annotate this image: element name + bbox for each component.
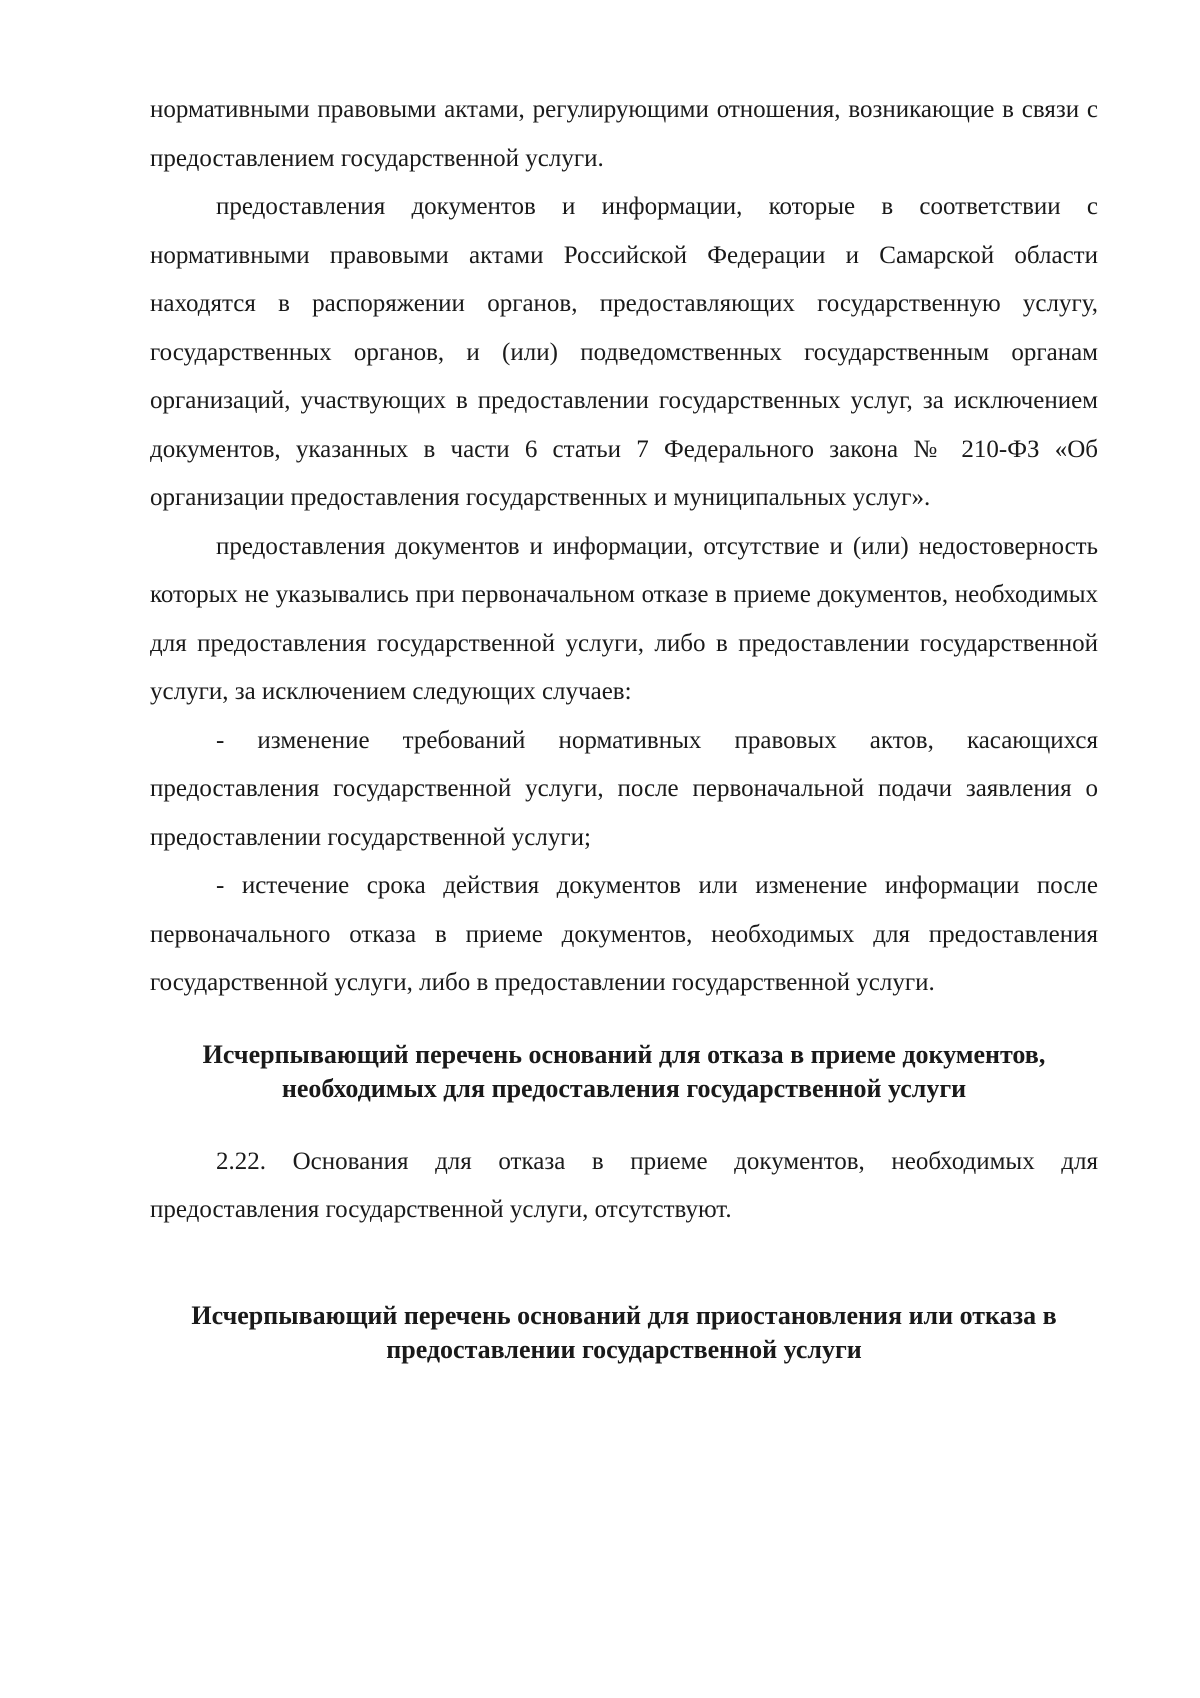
paragraph-2-22: 2.22. Основания для отказа в приеме документов, необходимых для предоставления государственной услуги, отсутствуют. xyxy=(150,1147,1098,1223)
section-heading-refusal-grounds: Исчерпывающий перечень оснований для отказа в приеме документов, необходимых для предоставления государственной услуги xyxy=(202,1039,1046,1103)
list-item-document-expiry: - истечение срока действия документов или изменение информации после первоначального отказа в приеме документов, необходимых для предоставления государственной услуги, либо в предоставлении государственной услуги. xyxy=(150,872,1098,996)
section-heading-suspension-grounds: Исчерпывающий перечень оснований для приостановления или отказа в предоставлении государственной услуги xyxy=(191,1300,1057,1364)
paragraph-documents-in-possession: предоставления документов и информации, которые в соответствии с нормативными правовыми актами Российской Федерации и Самарской области находятся в распоряжении органов, предоставляющих государственную услугу, государственных органов, и (или) подведомственных государственным органам организаций, участвующих в предоставлении государственных услуг, за исключением документов, указанных в части 6 статьи 7 Федерального закона № 210-ФЗ «Об организации предоставления государственных и муниципальных услуг». xyxy=(150,193,1098,511)
paragraph-documents-not-indicated: предоставления документов и информации, отсутствие и (или) недостоверность которых не указывались при первоначальном отказе в приеме документов, необходимых для предоставления государственной услуги, либо в предоставлении государственной услуги, за исключением следующих случаев: xyxy=(150,532,1098,705)
list-item-requirements-change: - изменение требований нормативных правовых актов, касающихся предоставления государственной услуги, после первоначальной подачи заявления о предоставлении государственной услуги; xyxy=(150,726,1098,851)
document-page xyxy=(150,86,1098,1367)
paragraph-continuation: нормативными правовыми актами, регулирующими отношения, возникающие в связи с предоставлением государственной услуги. xyxy=(150,96,1098,172)
